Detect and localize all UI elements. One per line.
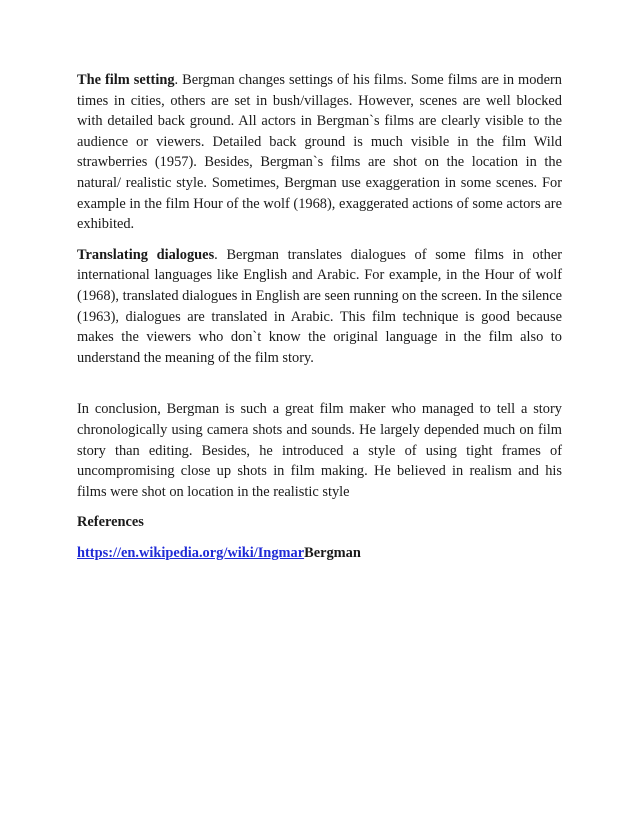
reference-entry xyxy=(77,543,562,564)
heading-film-setting: The film setting xyxy=(77,72,175,88)
paragraph-conclusion: In conclusion, Bergman is such a great film maker who managed to tell a story chronologically using camera shots and sounds. He largely depended much on film story than editing. Besides, he introduced a style of using tight frames of uncompromising close up shots in film making. He believed in realism and his films were shot on location in the realistic style xyxy=(77,401,562,500)
references-heading: References xyxy=(77,514,144,531)
body-translating-dialogues: . Bergman translates dialogues of some films in other international languages like English and Arabic. For example, in the Hour of wolf (1968), translated dialogues in English are seen running on the screen. In the silence (1963), dialogues are translated in Arabic. This film technique is good because makes the viewers who don`t know the original language in the film also to understand the meaning of the film story. xyxy=(77,246,562,366)
paragraph-translating-dialogues xyxy=(77,245,562,369)
document-body xyxy=(77,70,562,563)
heading-translating-dialogues: Translating dialogues xyxy=(77,246,215,263)
reference-trailing-text: Bergman xyxy=(304,544,361,561)
paragraph-film-setting xyxy=(77,70,562,235)
reference-link[interactable]: https://en.wikipedia.org/wiki/Ingmar xyxy=(77,544,305,561)
body-film-setting: . Bergman changes settings of his films. Some films are in modern times in cities, others are set in bush/villages. However, scenes are well blocked with detailed back ground. All actors in Bergman`s films are clearly visible to the audience or viewers. Detailed back ground is much visible in the film Wild strawberries (1957). Besides, Bergman`s films are shot on the location in the natural/ realistic style. Sometimes, Bergman use exaggeration in some scenes. For example in the film Hour of the wolf (1968), exaggerated actions of some actors are exhibited. xyxy=(77,72,562,233)
